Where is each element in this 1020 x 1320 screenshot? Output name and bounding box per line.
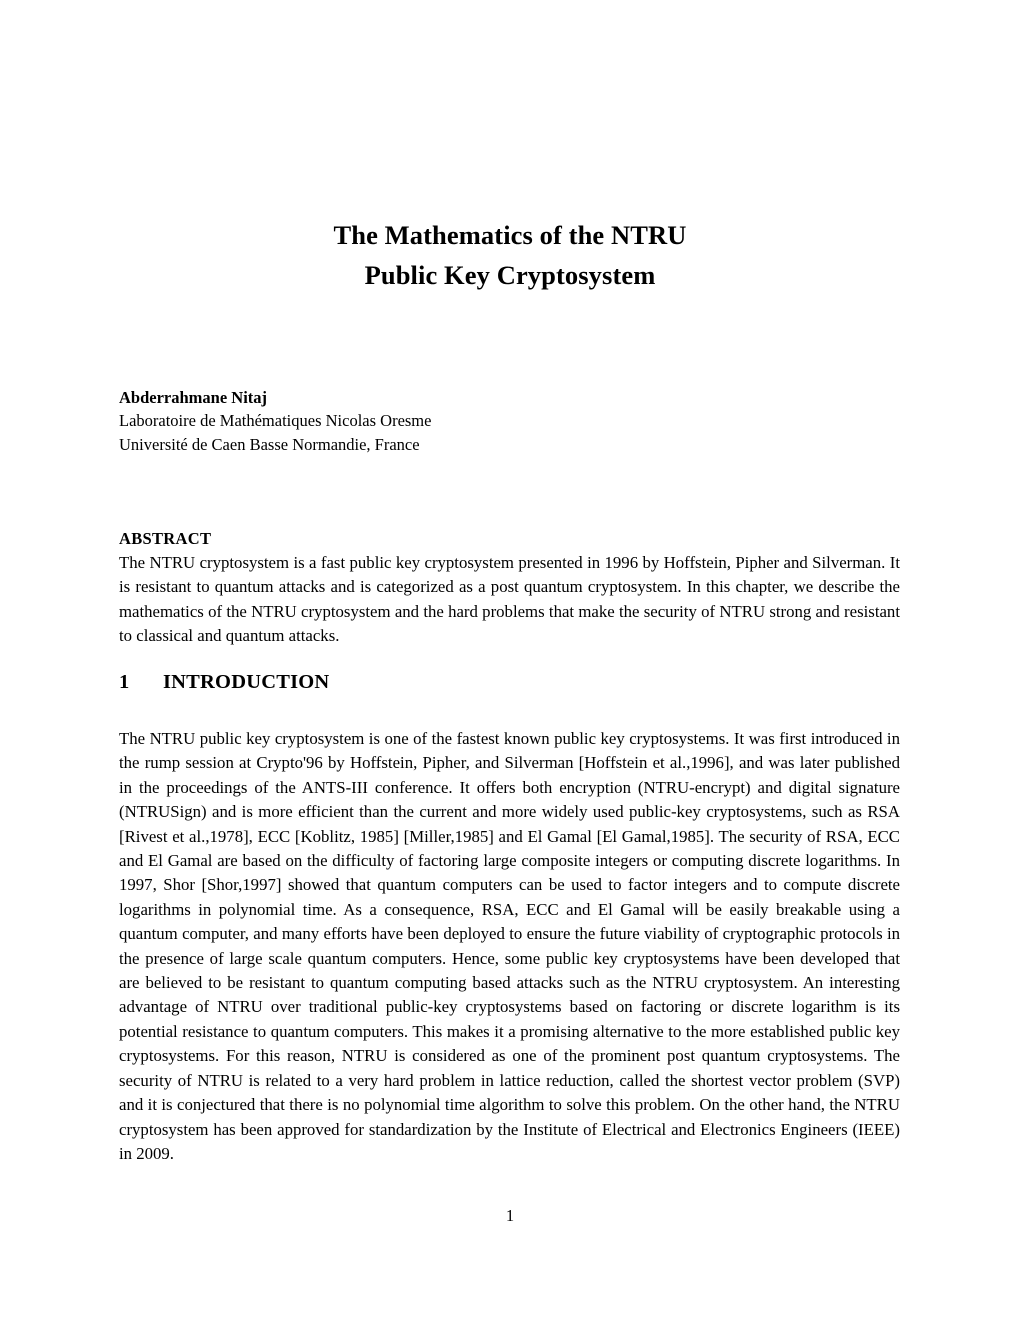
section-title: INTRODUCTION <box>163 671 330 693</box>
author-affiliation-line-1: Laboratoire de Mathématiques Nicolas Oresme <box>119 411 432 430</box>
abstract-heading: ABSTRACT <box>119 529 212 548</box>
section-body-introduction <box>119 727 900 1166</box>
section-number: 1 <box>119 671 130 693</box>
author-affiliation-line-2: Université de Caen Basse Normandie, France <box>119 434 420 454</box>
author-block <box>119 386 900 456</box>
body-paragraph: The NTRU public key cryptosystem is one of the fastest known public key cryptosystems. It was first introduced in the rump session at Crypto'96 by Hoffstein, Pipher, and Silverman [Hoffstein et al.,1996], and was later published in the proceedings of the ANTS-III conference. It offers both encryption (NTRU-encrypt) and digital signature (NTRUSign) and is more efficient than the current and more widely used public-key cryptosystems, such as RSA [Rivest et al.,1978], ECC [Koblitz, 1985] [Miller,1985] and El Gamal [El Gamal,1985]. The security of RSA, ECC and El Gamal are based on the difficulty of factoring large composite integers or computing discrete logarithms. In 1997, Shor [Shor,1997] showed that quantum computers can be used to factor integers and to compute discrete logarithms in polynomial time. As a consequence, RSA, ECC and El Gamal will be easily breakable using a quantum computer, and many efforts have been deployed to ensure the future viability of cryptographic protocols in the presence of large scale quantum computers. Hence, some public key cryptosystems have been developed that are believed to be resistant to quantum computing based attacks such as the NTRU cryptosystem. An interesting advantage of NTRU over traditional public-key cryptosystems based on factoring or discrete logarithm is its potential resistance to quantum computers. This makes it a promising alternative to the more established public key cryptosystems. For this reason, NTRU is considered as one of the prominent post quantum cryptosystems. The security of NTRU is related to a very hard problem in lattice reduction, called the shortest vector problem (SVP) and it is conjectured that there is no polynomial time algorithm to solve this problem. On the other hand, the NTRU cryptosystem has been approved for standardization by the Institute of Electrical and Electronics Engineers (IEEE) in 2009. <box>119 729 900 1163</box>
section-heading-introduction <box>119 668 900 696</box>
author-name: Abderrahmane Nitaj <box>119 388 268 407</box>
page-title <box>0 215 1020 295</box>
page-number: 1 <box>505 1206 515 1225</box>
title-line-1: The Mathematics of the NTRU <box>333 220 687 250</box>
title-line-2: Public Key Cryptosystem <box>364 260 656 290</box>
abstract-text: The NTRU cryptosystem is a fast public key cryptosystem presented in 1996 by Hoffstein, Pipher and Silverman. It is resistant to quantum attacks and is categorized as a post quantum cryptosystem. In this chapter, we describe the mathematics of the NTRU cryptosystem and the hard problems that make the security of NTRU strong and resistant to classical and quantum attacks. <box>119 553 900 646</box>
abstract-section <box>119 527 900 649</box>
